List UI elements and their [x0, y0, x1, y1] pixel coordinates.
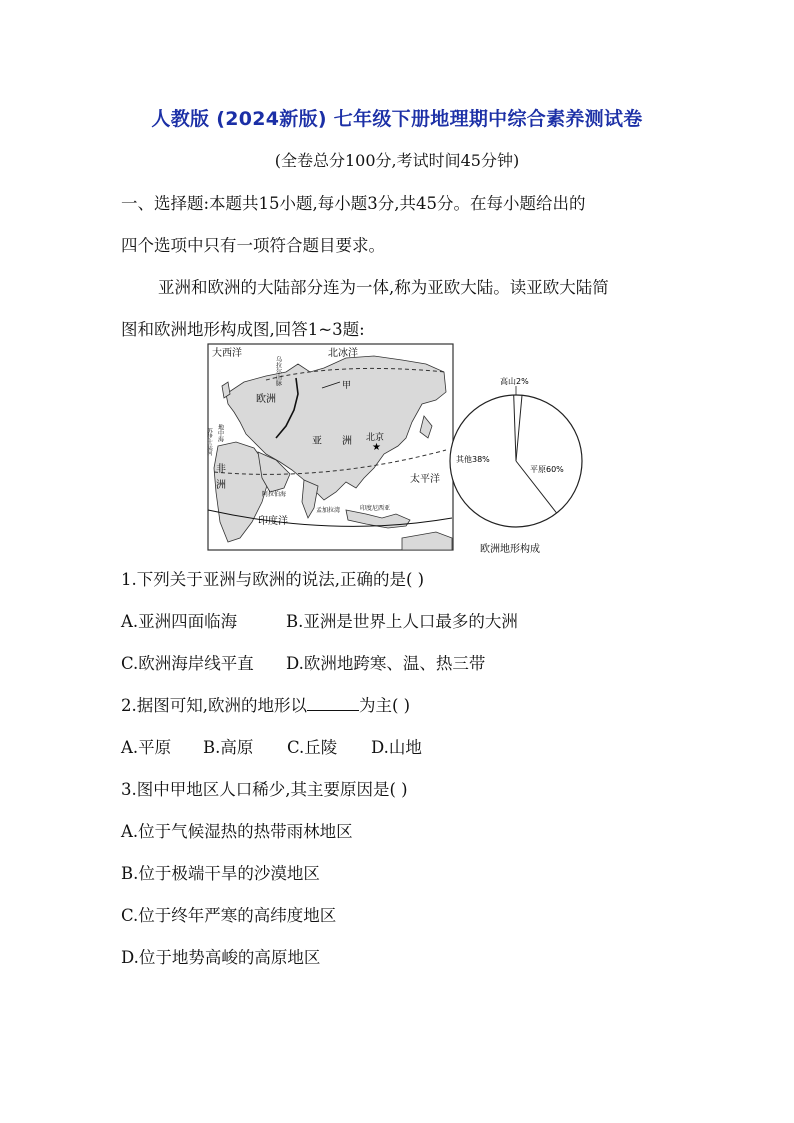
question-2-stem-before: 2.据图可知,欧洲的地形以	[121, 696, 307, 715]
label-atlantic: 大西洋	[212, 348, 242, 359]
question-3-stem: 3.图中甲地区人口稀少,其主要原因是( )	[121, 780, 408, 799]
question-1-option-a: A.亚洲四面临海	[121, 612, 238, 631]
label-africa-1: 非	[216, 464, 226, 475]
page-title: 人教版 (2024新版) 七年级下册地理期中综合素养测试卷	[151, 108, 643, 130]
label-africa-2: 洲	[216, 480, 226, 491]
figure-svg	[206, 342, 676, 562]
label-indonesia: 印度尼西亚	[360, 505, 391, 512]
europe-terrain-pie	[450, 376, 582, 555]
section-instructions-line1: 一、选择题:本题共15小题,每小题3分,共45分。在每小题给出的	[121, 194, 586, 213]
question-3-option-c: C.位于终年严寒的高纬度地区	[121, 906, 337, 925]
intro-line1: 亚洲和欧洲的大陆部分连为一体,称为亚欧大陆。读亚欧大陆简	[158, 278, 609, 297]
label-pacific: 太平洋	[410, 474, 440, 485]
label-suez: 苏伊士运河	[206, 428, 212, 456]
question-1-option-d: D.欧洲地跨寒、温、热三带	[286, 654, 486, 673]
question-1-option-c: C.欧洲海岸线平直	[121, 654, 254, 673]
label-asia-1: 亚	[312, 436, 322, 447]
eurasia-map	[206, 344, 453, 550]
question-1-option-b: B.亚洲是世界上人口最多的大洲	[286, 612, 518, 631]
label-ural: 乌拉尔山脉	[274, 356, 282, 386]
question-1-stem: 1.下列关于亚洲与欧洲的说法,正确的是( )	[121, 570, 425, 589]
label-europe: 欧洲	[256, 394, 276, 405]
pie-caption: 欧洲地形构成	[480, 544, 540, 555]
question-2-option-c: C.丘陵	[287, 738, 338, 757]
figure	[206, 342, 676, 562]
label-indian-ocean: 印度洋	[258, 516, 288, 527]
label-bay-of-bengal: 孟加拉湾	[316, 507, 341, 514]
pie-label-other: 其他38%	[456, 455, 490, 464]
label-arctic: 北冰洋	[328, 348, 358, 359]
question-2-stem	[121, 692, 410, 716]
question-3-option-d: D.位于地势高峻的高原地区	[121, 948, 321, 967]
answer-blank	[307, 696, 359, 711]
question-2-option-b: B.高原	[203, 738, 254, 757]
beijing-star-icon: ★	[372, 442, 381, 453]
label-arabian-sea: 阿拉伯海	[262, 491, 287, 498]
question-3-option-b: B.位于极端干旱的沙漠地区	[121, 864, 320, 883]
label-asia-2: 洲	[342, 436, 352, 447]
label-jia: 甲	[342, 381, 352, 391]
question-2-stem-after: 为主( )	[359, 696, 411, 715]
pie-label-highmountain: 高山2%	[500, 377, 529, 386]
question-3-option-a: A.位于气候湿热的热带雨林地区	[121, 822, 353, 841]
label-mediterranean: 地中海	[216, 424, 224, 442]
exam-info: (全卷总分100分,考试时间45分钟)	[274, 151, 520, 170]
pie-label-plain: 平原60%	[530, 465, 564, 474]
question-2-option-a: A.平原	[121, 738, 172, 757]
intro-line2: 图和欧洲地形构成图,回答1~3题:	[121, 320, 365, 339]
label-beijing: 北京	[366, 433, 385, 443]
section-instructions-line2: 四个选项中只有一项符合题目要求。	[121, 236, 385, 255]
question-2-option-d: D.山地	[371, 738, 422, 757]
